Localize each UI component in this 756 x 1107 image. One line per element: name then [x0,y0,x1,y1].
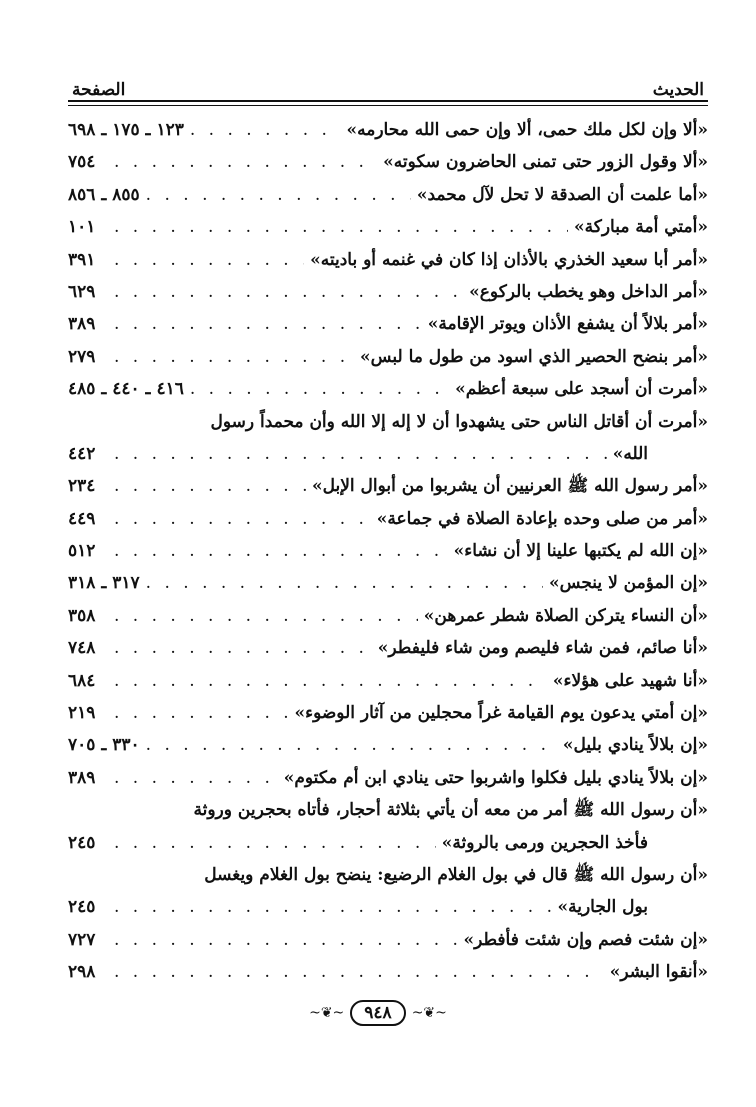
index-entry: «إن بلالاً ينادي بليل» . . . ٣٣٠ ـ ٧٠٥ [68,729,708,761]
hadith-index-list [68,114,708,989]
header-hadith-label: الحديث [652,80,704,100]
index-entry: «أمرت أن أسجد على سبعة أعظم» . . . ٤١٦ ـ ٤٤٠ ـ ٤٨٥ [68,373,708,405]
index-entry: «أنا شهيد على هؤلاء» . . . ٦٨٤ [68,665,708,697]
index-entry: «أما علمت أن الصدقة لا تحل لآل محمد» . . . ٨٥٥ ـ ٨٥٦ [68,179,708,211]
header-page-label: الصفحة [72,80,126,100]
page-footer [0,1000,756,1026]
index-header [68,70,708,102]
index-entry: «أمتي أمة مباركة» . . . ١٠١ [68,211,708,243]
index-entry-continuation: بول الجارية» . . . ٢٤٥ [68,891,708,923]
header-divider [68,102,708,106]
index-entry: «أمرت أن أقاتل الناس حتى يشهدوا أن لا إله إلا الله وأن محمداً رسول [210,411,708,432]
index-entry: «أن رسول الله ﷺ أمر من معه أن يأتي بثلاثة أحجار، فأتاه بحجرين وروثة [193,800,708,821]
page-number: ٩٤٨ [350,1000,405,1026]
index-entry: «أنا صائم، فمن شاء فليصم ومن شاء فليفطر» . . . ٧٤٨ [68,632,708,664]
index-entry: «إن بلالاً ينادي بليل فكلوا واشربوا حتى ينادي ابن أم مكتوم» . . . ٣٨٩ [68,762,708,794]
index-entry: «أن رسول الله ﷺ قال في بول الغلام الرضيع: ينضح بول الغلام ويغسل [204,864,708,885]
index-entry: «ألا وقول الزور حتى تمنى الحاضرون سكوته» . . . ٧٥٤ [68,146,708,178]
index-entry: «إن أمتي يدعون يوم القيامة غراً محجلين من آثار الوضوء» . . . ٢١٩ [68,697,708,729]
index-entry: «أن النساء يتركن الصلاة شطر عمرهن» . . . ٣٥٨ [68,600,708,632]
index-entry: «أمر الداخل وهو يخطب بالركوع» . . . ٦٢٩ [68,276,708,308]
right-ornament-icon: ~❦~ [411,1005,447,1021]
index-entry: «أنقوا البشر» . . . ٢٩٨ [68,956,708,988]
index-entry: «أمر بنضح الحصير الذي اسود من طول ما لبس» . . . ٢٧٩ [68,341,708,373]
index-entry: «ألا وإن لكل ملك حمى، ألا وإن حمى الله محارمه» . . . ١٢٣ ـ ١٧٥ ـ ٦٩٨ [68,114,708,146]
index-entry: «أمر أبا سعيد الخذري بالأذان إذا كان في غنمه أو باديته» . . . ٣٩١ [68,244,708,276]
index-entry-continuation: فأخذ الحجرين ورمى بالروثة» . . . ٢٤٥ [68,827,708,859]
index-entry-continuation: الله» . . . ٤٤٢ [68,438,708,470]
index-page [68,70,708,989]
index-entry: «أمر بلالاً أن يشفع الأذان ويوتر الإقامة» . . . ٣٨٩ [68,308,708,340]
index-entry: «أمر رسول الله ﷺ العرنيين أن يشربوا من أبوال الإبل» . . . ٢٣٤ [68,470,708,502]
index-entry: «أمر من صلى وحده بإعادة الصلاة في جماعة» . . . ٤٤٩ [68,503,708,535]
index-entry: «إن الله لم يكتبها علينا إلا أن نشاء» . . . ٥١٢ [68,535,708,567]
index-entry: «إن المؤمن لا ينجس» . . . ٣١٧ ـ ٣١٨ [68,567,708,599]
left-ornament-icon: ~❦~ [309,1005,345,1021]
index-entry: «إن شئت فصم وإن شئت فأفطر» . . . ٧٢٧ [68,924,708,956]
